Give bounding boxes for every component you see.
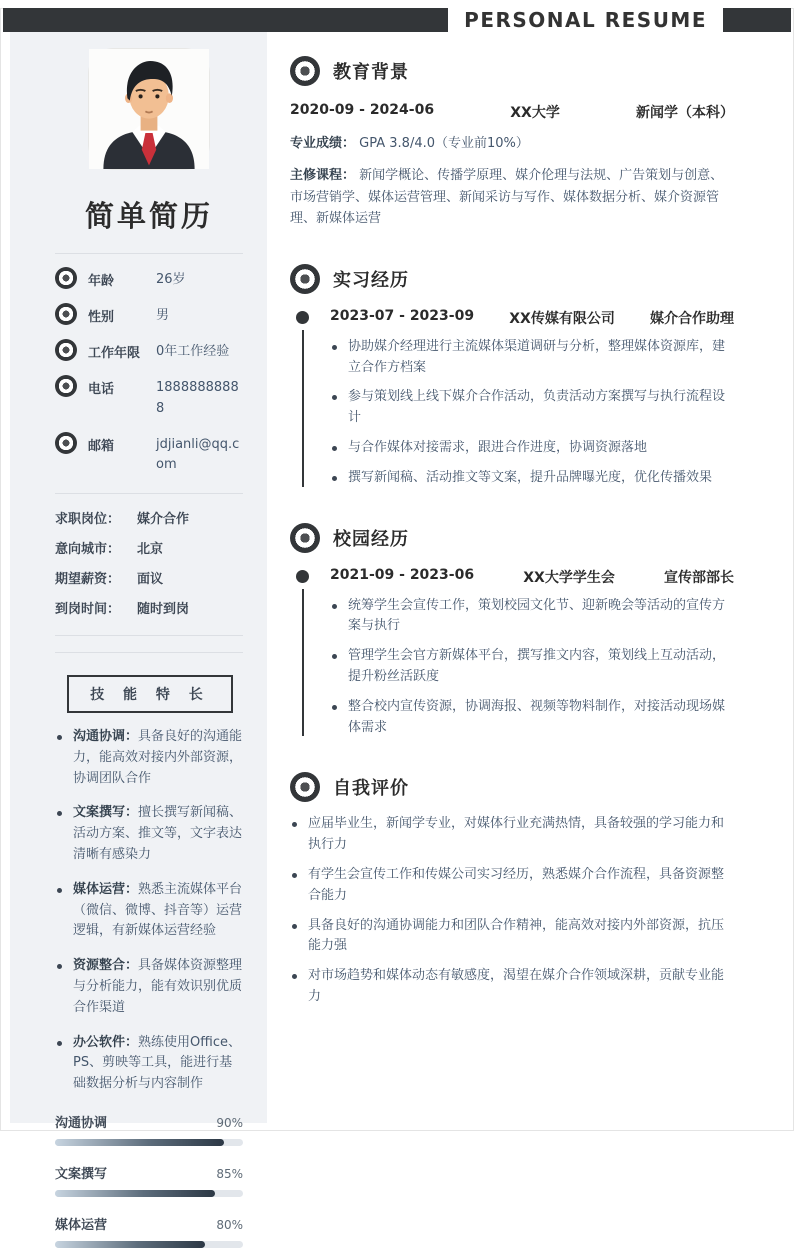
section-education xyxy=(290,56,734,230)
bullet-text: 协助媒介经理进行主流媒体渠道调研与分析，整理媒体资源库，建立合作方档案 xyxy=(348,338,726,375)
bullet-text: 管理学生会官方新媒体平台，撰写推文内容，策划线上互动活动，提升粉丝活跃度 xyxy=(348,648,726,684)
job-intent-list xyxy=(55,508,243,617)
info-value: 男 xyxy=(156,308,170,324)
bullet-dot-icon xyxy=(292,822,297,827)
divider xyxy=(55,635,243,636)
bar-fill xyxy=(55,1139,224,1146)
entry-organization: XX大学学生会 xyxy=(523,569,615,586)
section-internship xyxy=(290,264,734,489)
bullet-text: 应届毕业生，新闻学专业，对媒体行业充满热情，具备较强的学习能力和执行力 xyxy=(308,816,725,853)
bar-track xyxy=(55,1241,243,1248)
intent-value: 北京 xyxy=(137,541,164,557)
entry-bullets xyxy=(330,337,734,489)
candidate-name: 简单简历 xyxy=(84,199,213,233)
skill-label: 沟通协调： xyxy=(73,728,139,744)
section-header xyxy=(290,772,734,802)
bullet-dot-icon xyxy=(332,705,337,710)
skill-label: 资源整合： xyxy=(73,958,139,974)
divider xyxy=(55,652,243,653)
section-header xyxy=(290,523,734,553)
bullet-dot-icon xyxy=(332,604,337,609)
donut-icon xyxy=(290,523,320,553)
intent-value: 媒介合作 xyxy=(137,511,190,527)
entry-organization: XX传媒有限公司 xyxy=(509,310,615,327)
education-entry-header xyxy=(290,102,734,122)
info-value: 0年工作经验 xyxy=(156,344,230,360)
skill-text: 熟悉主流媒体平台（微信、微博、抖音等）运营逻辑，有新媒体运营经验 xyxy=(73,881,243,939)
info-value: jdjianli@qq.com xyxy=(156,436,240,472)
bullet-text: 与合作媒体对接需求，跟进合作进度，协调资源落地 xyxy=(348,439,648,455)
bar-track xyxy=(55,1139,243,1146)
entry-organization: XX大学 xyxy=(510,105,560,121)
skills-section-title: 技 能 特 长 xyxy=(67,675,233,713)
skill-item xyxy=(55,956,243,1018)
entry-period: 2023-07 - 2023-09 xyxy=(330,307,475,324)
skill-bar-row xyxy=(55,1112,243,1146)
info-label: 邮箱 xyxy=(88,438,115,454)
bullet-text: 具备良好的沟通协调能力和团队合作精神，能高效对接内外部资源，抗压能力强 xyxy=(308,917,725,954)
entry-header xyxy=(330,308,734,328)
info-row-phone xyxy=(55,375,243,418)
courses-value: 新闻学概论、传播学原理、媒介伦理与法规、广告策划与创意、市场营销学、媒体运营管理、新闻采访与写作、媒体数据分析、媒介资源管理、新媒体运营 xyxy=(290,168,724,227)
bullet-dot-icon xyxy=(292,873,297,878)
bar-label: 沟通协调 xyxy=(55,1115,108,1131)
bullet-item xyxy=(330,438,734,459)
section-header xyxy=(290,56,734,86)
donut-icon xyxy=(55,375,77,397)
intent-value: 随时到岗 xyxy=(137,601,190,617)
bullet-dot-icon xyxy=(57,888,62,893)
bullet-dot-icon xyxy=(57,735,62,740)
skill-bar-row xyxy=(55,1163,243,1197)
bullet-text: 对市场趋势和媒体动态有敏感度，渴望在媒介合作领域深耕，贡献专业能力 xyxy=(308,968,725,1004)
bullet-text: 撰写新闻稿、活动推文等文案，提升品牌曝光度，优化传播效果 xyxy=(348,469,713,485)
bullet-item xyxy=(290,814,734,856)
self-evaluation-bullets xyxy=(290,814,734,1007)
donut-icon xyxy=(290,772,320,802)
donut-icon xyxy=(55,303,77,325)
info-label: 性别 xyxy=(88,310,115,326)
avatar xyxy=(88,48,210,170)
skill-label: 媒体运营： xyxy=(73,881,139,897)
bar-fill xyxy=(55,1241,205,1248)
entry-period: 2021-09 - 2023-06 xyxy=(330,566,475,583)
bullet-item xyxy=(330,337,734,379)
bullet-text: 参与策划线上线下媒介合作活动，负责活动方案撰写与执行流程设计 xyxy=(348,389,726,426)
donut-icon xyxy=(290,264,320,294)
entry-period: 2020-09 - 2024-06 xyxy=(290,102,435,118)
skill-bars xyxy=(55,1112,243,1248)
bullet-dot-icon xyxy=(57,811,62,816)
bullet-dot-icon xyxy=(292,924,297,929)
bullet-item xyxy=(330,596,734,638)
skill-label: 办公软件： xyxy=(73,1034,139,1050)
page-body xyxy=(10,32,784,1233)
bar-percent: 85% xyxy=(216,1166,243,1181)
info-label: 工作年限 xyxy=(88,346,141,362)
courses-line xyxy=(290,165,734,229)
avatar-illustration xyxy=(89,49,209,169)
bullet-dot-icon xyxy=(332,476,337,481)
bullet-item xyxy=(330,468,734,489)
skill-bar-row xyxy=(55,1214,243,1248)
timeline-entry xyxy=(290,567,734,739)
main-column xyxy=(267,32,784,1123)
bullet-item xyxy=(330,387,734,429)
bar-label: 媒体运营 xyxy=(55,1217,108,1233)
entry-role: 媒介合作助理 xyxy=(650,310,734,327)
bullet-text: 统筹学生会宣传工作，策划校园文化节、迎新晚会等活动的宣传方案与执行 xyxy=(348,597,726,634)
entry-role: 宣传部部长 xyxy=(664,569,734,586)
bar-percent: 90% xyxy=(216,1115,243,1130)
skill-label: 文案撰写： xyxy=(73,805,139,821)
bullet-item xyxy=(330,646,734,688)
section-header xyxy=(290,264,734,294)
bullet-item xyxy=(290,966,734,1008)
entry-role: 新闻学（本科） xyxy=(636,105,734,121)
info-value: 26岁 xyxy=(156,272,186,287)
info-row-age xyxy=(55,267,243,290)
intent-row-city xyxy=(55,538,243,557)
info-row-experience xyxy=(55,339,243,362)
bullet-item xyxy=(290,865,734,907)
bullet-dot-icon xyxy=(332,345,337,350)
skill-text: 熟练使用Office、PS、剪映等工具，能进行基础数据分析与内容制作 xyxy=(73,1034,241,1092)
bullet-dot-icon xyxy=(332,446,337,451)
gpa-line xyxy=(290,133,734,154)
sidebar xyxy=(10,32,267,1233)
banner-bar-left xyxy=(3,8,448,32)
donut-icon xyxy=(55,267,77,289)
skill-item xyxy=(55,1033,243,1095)
bullet-text: 有学生会宣传工作和传媒公司实习经历，熟悉媒介合作流程，具备资源整合能力 xyxy=(308,866,725,903)
top-banner xyxy=(3,8,791,32)
skills-list xyxy=(55,727,243,1095)
bullet-item xyxy=(330,697,734,739)
intent-row-salary xyxy=(55,568,243,587)
bullet-dot-icon xyxy=(57,964,62,969)
skill-text: 具备良好的沟通能力，能高效对接内外部资源，协调团队合作 xyxy=(73,728,243,786)
intent-value: 面议 xyxy=(137,571,164,587)
bar-label: 文案撰写 xyxy=(55,1166,108,1182)
info-row-gender xyxy=(55,303,243,326)
intent-label: 求职岗位： xyxy=(55,511,121,527)
gpa-value: GPA 3.8/4.0（专业前10%） xyxy=(359,136,529,151)
timeline-entry xyxy=(290,308,734,489)
info-label: 电话 xyxy=(88,382,115,398)
bullet-dot-icon xyxy=(292,974,297,979)
bar-track xyxy=(55,1190,243,1197)
section-self-evaluation xyxy=(290,772,734,1007)
resume-page xyxy=(0,8,794,1233)
bullet-dot-icon xyxy=(57,1041,62,1046)
section-title: 教育背景 xyxy=(333,62,409,83)
bullet-dot-icon xyxy=(332,654,337,659)
info-label: 年龄 xyxy=(88,274,115,289)
courses-label: 主修课程： xyxy=(290,168,356,184)
section-title: 实习经历 xyxy=(333,269,409,291)
section-title: 校园经历 xyxy=(333,528,409,550)
intent-label: 到岗时间： xyxy=(55,601,121,617)
entry-header xyxy=(330,567,734,587)
intent-row-position xyxy=(55,508,243,527)
skill-item xyxy=(55,803,243,865)
intent-label: 意向城市： xyxy=(55,541,121,557)
intent-row-availability xyxy=(55,598,243,617)
bullet-dot-icon xyxy=(332,395,337,400)
entry-bullets xyxy=(330,596,734,739)
donut-icon xyxy=(55,432,77,454)
skill-item xyxy=(55,727,243,789)
bullet-text: 整合校内宣传资源，协调海报、视频等物料制作，对接活动现场媒体需求 xyxy=(348,698,726,735)
skill-item xyxy=(55,880,243,942)
personal-info-list xyxy=(55,267,243,475)
section-title: 自我评价 xyxy=(333,778,409,800)
bar-percent: 80% xyxy=(216,1217,243,1232)
info-value: 18888888888 xyxy=(156,380,239,416)
bar-fill xyxy=(55,1190,215,1197)
donut-icon xyxy=(290,56,320,86)
divider xyxy=(55,253,243,254)
gpa-label: 专业成绩： xyxy=(290,136,356,151)
section-campus xyxy=(290,523,734,739)
divider xyxy=(55,493,243,494)
banner-title: PERSONAL RESUME xyxy=(448,8,723,32)
donut-icon xyxy=(55,339,77,361)
info-row-email xyxy=(55,432,243,475)
banner-bar-right xyxy=(723,8,791,32)
intent-label: 期望薪资： xyxy=(55,571,121,587)
skill-text: 擅长撰写新闻稿、活动方案、推文等，文字表达清晰有感染力 xyxy=(73,805,243,862)
skill-text: 具备媒体资源整理与分析能力，能有效识别优质合作渠道 xyxy=(73,958,243,1015)
bullet-item xyxy=(290,916,734,958)
